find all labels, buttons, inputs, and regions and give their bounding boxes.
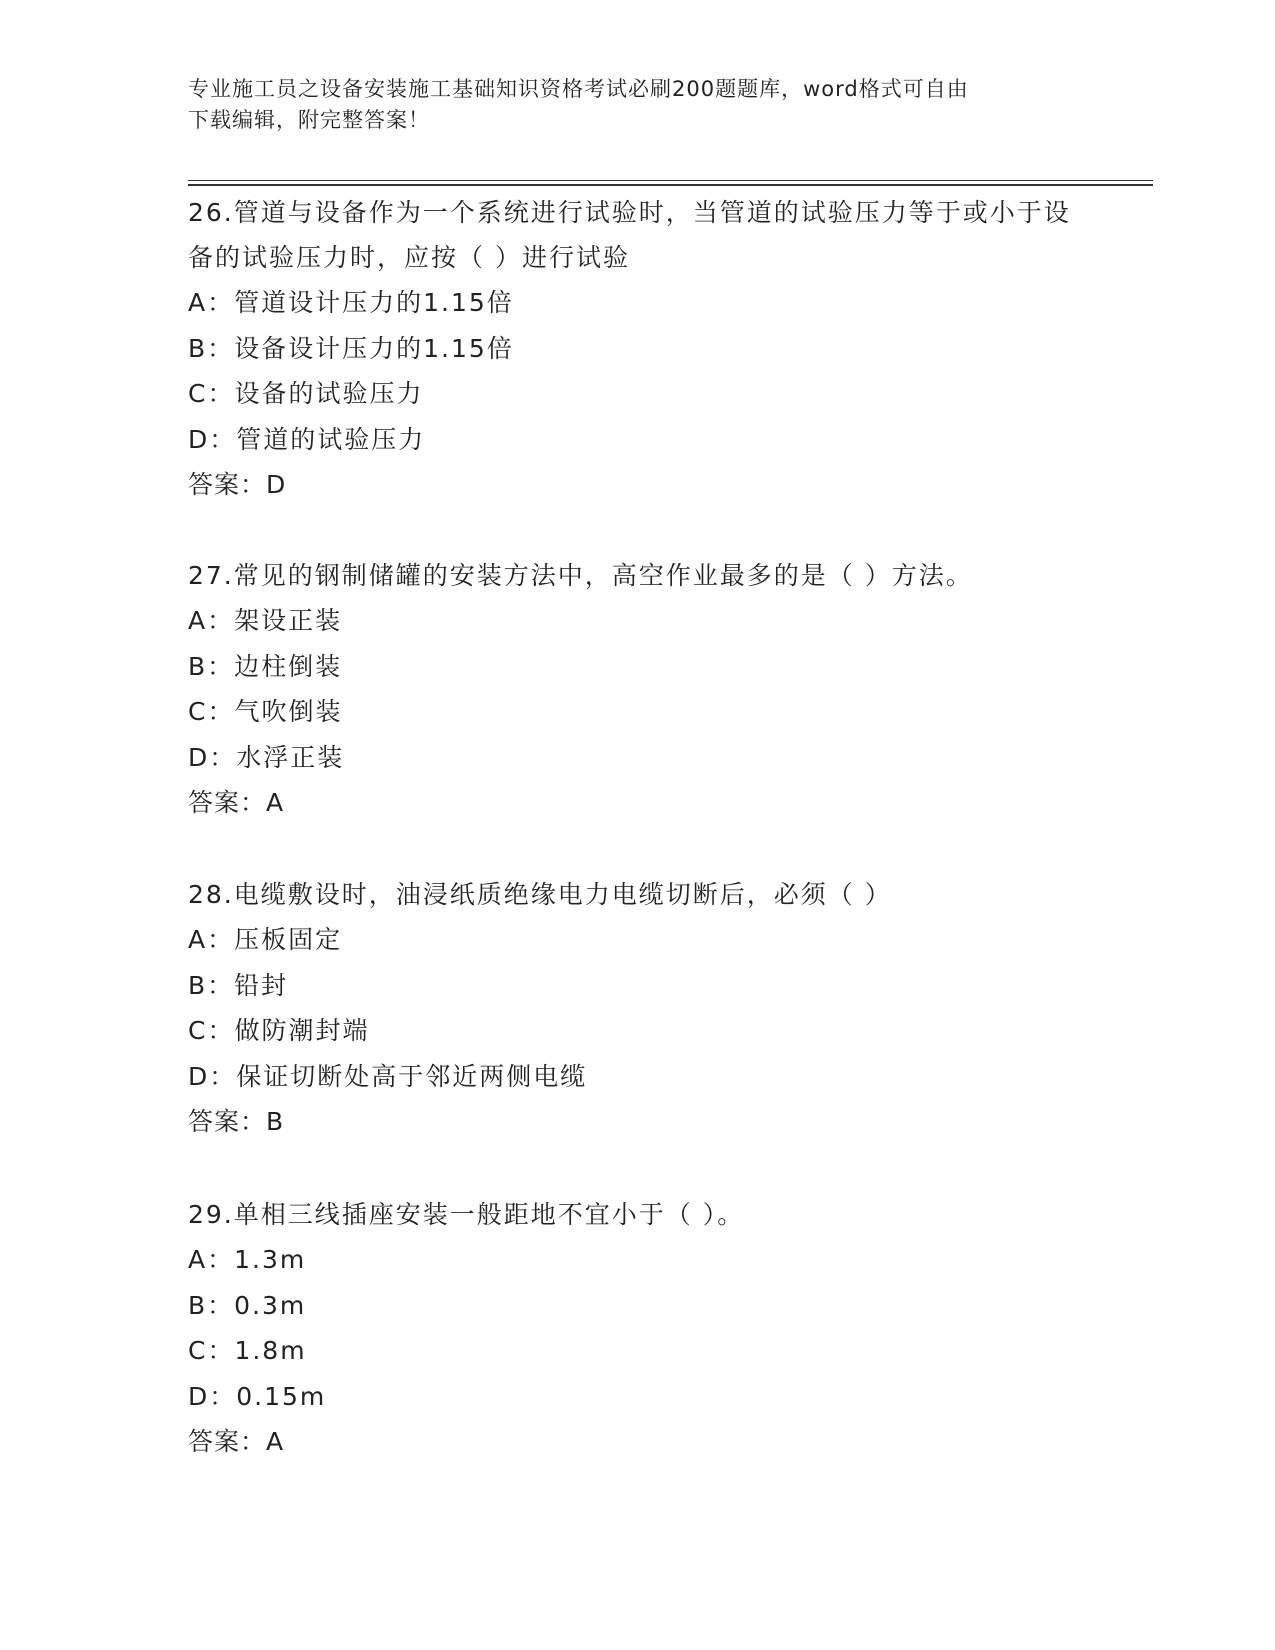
question-stem: 27.常见的钢制储罐的安装方法中，高空作业最多的是（ ）方法。 <box>188 561 973 590</box>
question-stem: 26.管道与设备作为一个系统进行试验时，当管道的试验压力等于或小于设备的试验压力时，应按（ ）进行试验 <box>188 198 1071 272</box>
option-c: C：气吹倒装 <box>188 697 343 726</box>
option-c: C：1.8m <box>188 1336 307 1365</box>
document-header <box>188 74 1068 136</box>
option-d: D：管道的试验压力 <box>188 424 426 454</box>
option-b: B：设备设计压力的1.15倍 <box>188 333 514 363</box>
question-stem: 29.单相三线插座安装一般距地不宜小于（ ）。 <box>188 1200 745 1229</box>
option-d: D：0.15m <box>188 1381 327 1411</box>
answer-label: 答案：A <box>188 788 285 817</box>
option-c: C：做防潮封端 <box>188 1016 370 1045</box>
question-26 <box>188 190 1088 508</box>
option-d: D：水浮正装 <box>188 742 345 772</box>
question-27 <box>188 553 1088 826</box>
header-divider-thick <box>188 184 1153 186</box>
option-b: B：边柱倒装 <box>188 651 343 681</box>
answer-label: 答案：A <box>188 1427 285 1456</box>
option-a: A：压板固定 <box>188 925 343 954</box>
answer-label: 答案：B <box>188 1107 285 1136</box>
option-a: A：1.3m <box>188 1245 307 1274</box>
option-b: B：铅封 <box>188 970 289 1000</box>
header-line-1: 专业施工员之设备安装施工基础知识资格考试必刷200题题库，word格式可自由 <box>188 77 969 101</box>
header-line-2: 下载编辑，附完整答案！ <box>188 108 430 132</box>
answer-label: 答案：D <box>188 470 287 499</box>
question-29 <box>188 1192 1088 1465</box>
option-a: A：架设正装 <box>188 606 343 635</box>
question-28 <box>188 872 1088 1145</box>
option-d: D：保证切断处高于邻近两侧电缆 <box>188 1061 588 1091</box>
question-stem: 28.电缆敷设时，油浸纸质绝缘电力电缆切断后，必须（ ） <box>188 880 892 909</box>
header-divider-thin <box>188 180 1153 181</box>
option-a: A：管道设计压力的1.15倍 <box>188 288 514 317</box>
option-c: C：设备的试验压力 <box>188 379 424 408</box>
option-b: B：0.3m <box>188 1290 307 1320</box>
